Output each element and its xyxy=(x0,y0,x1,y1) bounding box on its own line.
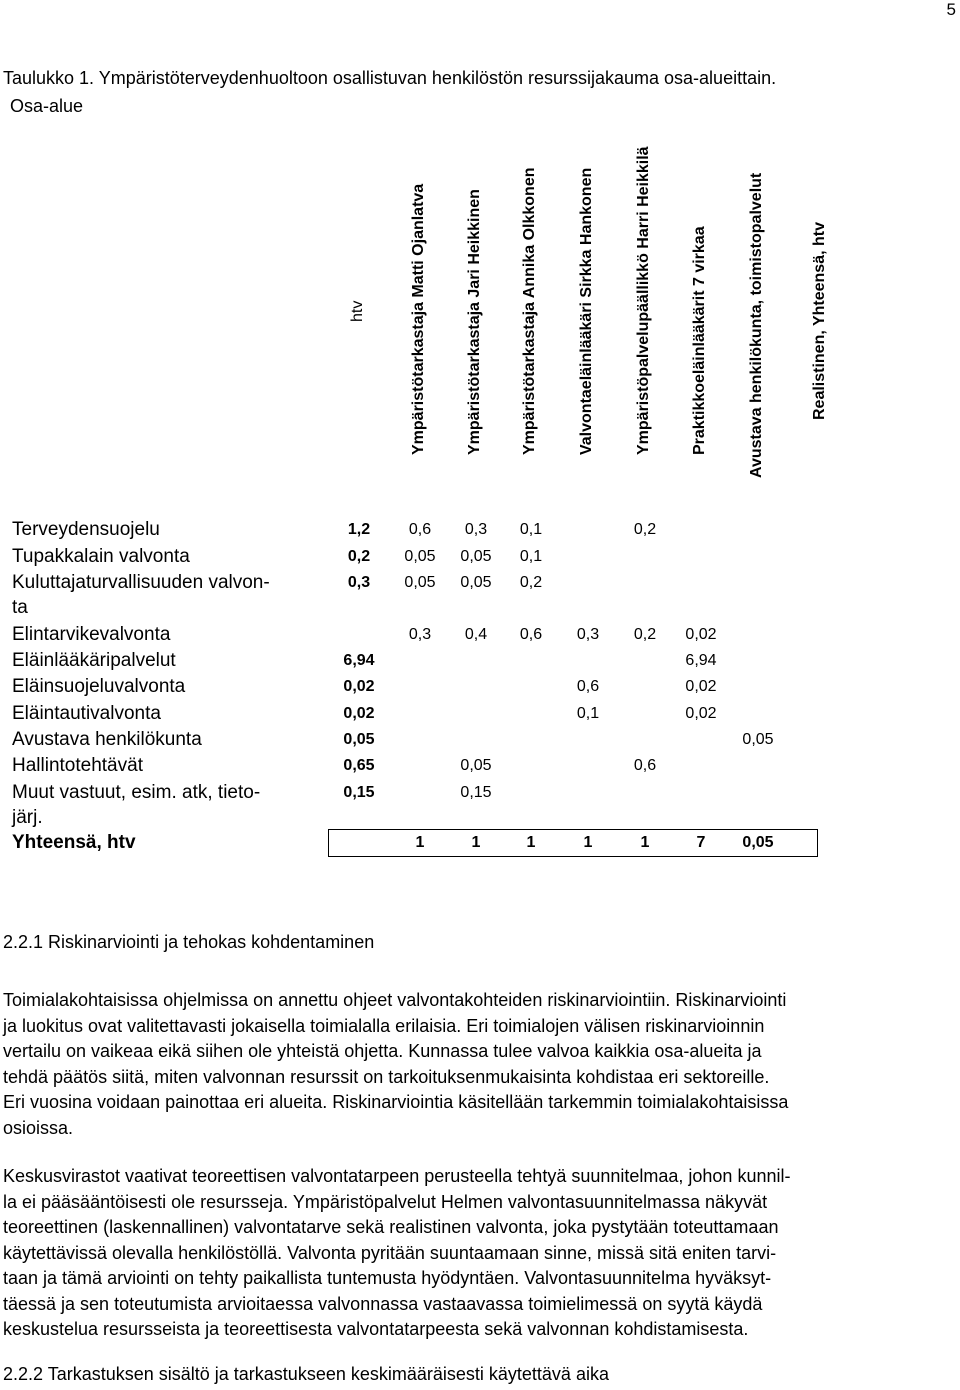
row-label: Avustava henkilökunta xyxy=(12,729,202,750)
paragraph-line: Toimialakohtaisissa ohjelmissa on annettu ohjeet valvontakohteiden riskinarviointiin. Riskinarviointi xyxy=(3,990,787,1010)
table-cell: 0,6 xyxy=(576,678,600,695)
row-label: Yhteensä, htv xyxy=(12,832,136,853)
table-cell: 1 xyxy=(415,834,425,851)
column-header-3: Ympäristötarkastaja Jari Heikkinen xyxy=(466,189,483,455)
table-cell: 0,6 xyxy=(633,757,657,774)
table-cell: 7 xyxy=(696,834,706,851)
table-cell: 0,02 xyxy=(685,626,717,643)
table-cell: 0,05 xyxy=(742,731,774,748)
table-cell: 0,15 xyxy=(343,784,375,801)
column-header-1: htv xyxy=(349,300,366,322)
table-cell: 0,4 xyxy=(464,626,488,643)
table-cell: 0,6 xyxy=(408,521,432,538)
column-header-5: Valvontaeläinlääkäri Sirkka Hankonen xyxy=(578,167,595,455)
section-heading-222: 2.2.2 Tarkastuksen sisältö ja tarkastukseen keskimääräisesti käytettävä aika xyxy=(3,1364,609,1384)
table-cell: 0,05 xyxy=(460,757,492,774)
table-cell: 0,02 xyxy=(343,705,375,722)
table-cell: 0,1 xyxy=(576,705,600,722)
row-label-continuation: ta xyxy=(12,597,28,618)
table-cell: 0,3 xyxy=(408,626,432,643)
paragraph-line: teoreettinen (laskennallinen) valvontatarve sekä realistinen valvonta, joka pystytään toteuttamaan xyxy=(3,1217,779,1237)
table-caption: Taulukko 1. Ympäristöterveydenhuoltoon osallistuvan henkilöstön resurssijakauma osa-alueittain. xyxy=(3,68,777,88)
column-header-6: Ympäristöpalvelupäällikkö Harri Heikkilä xyxy=(635,146,652,455)
table-cell: 1 xyxy=(471,834,481,851)
table-cell: 0,15 xyxy=(460,784,492,801)
total-row-border xyxy=(328,829,818,857)
row-label: Kuluttajaturvallisuuden valvon- xyxy=(12,572,270,593)
table-cell: 0,1 xyxy=(519,521,543,538)
table-cell: 0,3 xyxy=(464,521,488,538)
paragraph-line: Keskusvirastot vaativat teoreettisen valvontatarpeen perusteella tehtyä suunnitelmaa, johon kunnil- xyxy=(3,1166,791,1186)
column-header-4: Ympäristötarkastaja Annika Olkkonen xyxy=(521,167,538,455)
table-cell: 0,05 xyxy=(742,834,774,851)
table-cell: 0,65 xyxy=(343,757,375,774)
table-cell: 0,02 xyxy=(685,678,717,695)
paragraph-line: tehdä päätös siitä, miten valvonnan resurssit on tarkoituksenmukaisinta kohdistaa eri sektoreille. xyxy=(3,1066,770,1087)
row-label: Elintarvikevalvonta xyxy=(12,624,171,645)
table-cell: 1,2 xyxy=(347,521,371,538)
page-number: 5 xyxy=(946,0,956,19)
row-label: Muut vastuut, esim. atk, tieto- xyxy=(12,782,261,803)
table-cell: 0,3 xyxy=(576,626,600,643)
paragraph-supervision-plan xyxy=(3,1164,957,1343)
paragraph-line: vertailu on vaikeaa eikä siihen ole yhteistä ohjetta. Kunnassa tulee valvoa kaikkia osa-alueita ja xyxy=(3,1041,762,1061)
table-cell: 6,94 xyxy=(343,652,375,669)
row-label: Eläinsuojeluvalvonta xyxy=(12,676,186,697)
row-label: Eläintautivalvonta xyxy=(12,703,161,724)
paragraph-line: Eri vuosina voidaan painottaa eri alueita. Riskinarviointia käsitellään tarkemmin toimialakohtaisissa xyxy=(3,1092,789,1112)
table-corner-label: Osa-alue xyxy=(10,96,84,116)
table-cell: 0,05 xyxy=(404,574,436,591)
column-header-8: Avustava henkilökunta, toimistopalvelut xyxy=(748,172,765,478)
table-cell: 0,2 xyxy=(347,548,371,565)
paragraph-line: keskustelua resursseista ja teoreettisesta valvontatarpeesta sekä valvonnan kohdistamisesta. xyxy=(3,1319,749,1339)
row-label: Hallintotehtävät xyxy=(12,755,143,776)
paragraph-line: taan ja tämä arviointi on tehty paikallista tuntemusta hyödyntäen. Valvontasuunnitelma hyväksyt- xyxy=(3,1268,772,1288)
column-header-9: Realistinen, Yhteensä, htv xyxy=(811,222,828,420)
table-cell: 1 xyxy=(526,834,536,851)
column-header-7: Praktikkoeläinlääkärit 7 virkaa xyxy=(691,226,708,455)
table-cell: 0,2 xyxy=(633,521,657,538)
table-cell: 0,05 xyxy=(404,548,436,565)
row-label: Eläinlääkäripalvelut xyxy=(12,650,176,671)
paragraph-line: osioissa. xyxy=(3,1117,74,1138)
paragraph-line: ja luokitus ovat valitettavasti jokaisella toimialalla erilaisia. Eri toimialojen välisen riskinarvioinnin xyxy=(3,1015,765,1036)
table-cell: 0,1 xyxy=(519,548,543,565)
column-header-2: Ympäristötarkastaja Matti Ojanlatva xyxy=(410,183,427,455)
table-cell: 0,2 xyxy=(519,574,543,591)
row-label: Tupakkalain valvonta xyxy=(12,546,190,567)
table-cell: 1 xyxy=(583,834,593,851)
table-cell: 0,3 xyxy=(347,574,371,591)
table-cell: 0,02 xyxy=(343,678,375,695)
table-cell: 0,05 xyxy=(343,731,375,748)
row-label: Terveydensuojelu xyxy=(12,519,160,540)
paragraph-line: käytettävissä olevalla henkilöstöllä. Valvonta pyritään suuntaamaan sinne, missä sitä eniten tarvi- xyxy=(3,1242,777,1263)
table-cell: 0,02 xyxy=(685,705,717,722)
paragraph-line: täessä ja sen toteutumista arvioitaessa valvonnassa vastaavassa toimielimessä on syytä käydä xyxy=(3,1293,763,1314)
table-cell: 1 xyxy=(640,834,650,851)
table-cell: 0,2 xyxy=(633,626,657,643)
table-cell: 6,94 xyxy=(685,652,717,669)
table-cell: 0,05 xyxy=(460,574,492,591)
paragraph-line: la ei pääsääntöisesti ole resursseja. Ympäristöpalvelut Helmen valvontasuunnitelmassa näkyvät xyxy=(3,1191,768,1212)
section-heading-221: 2.2.1 Riskinarviointi ja tehokas kohdentaminen xyxy=(3,932,375,952)
table-cell: 0,05 xyxy=(460,548,492,565)
paragraph-risk-assessment xyxy=(3,988,957,1141)
row-label-continuation: järj. xyxy=(12,807,43,828)
table-cell: 0,6 xyxy=(519,626,543,643)
